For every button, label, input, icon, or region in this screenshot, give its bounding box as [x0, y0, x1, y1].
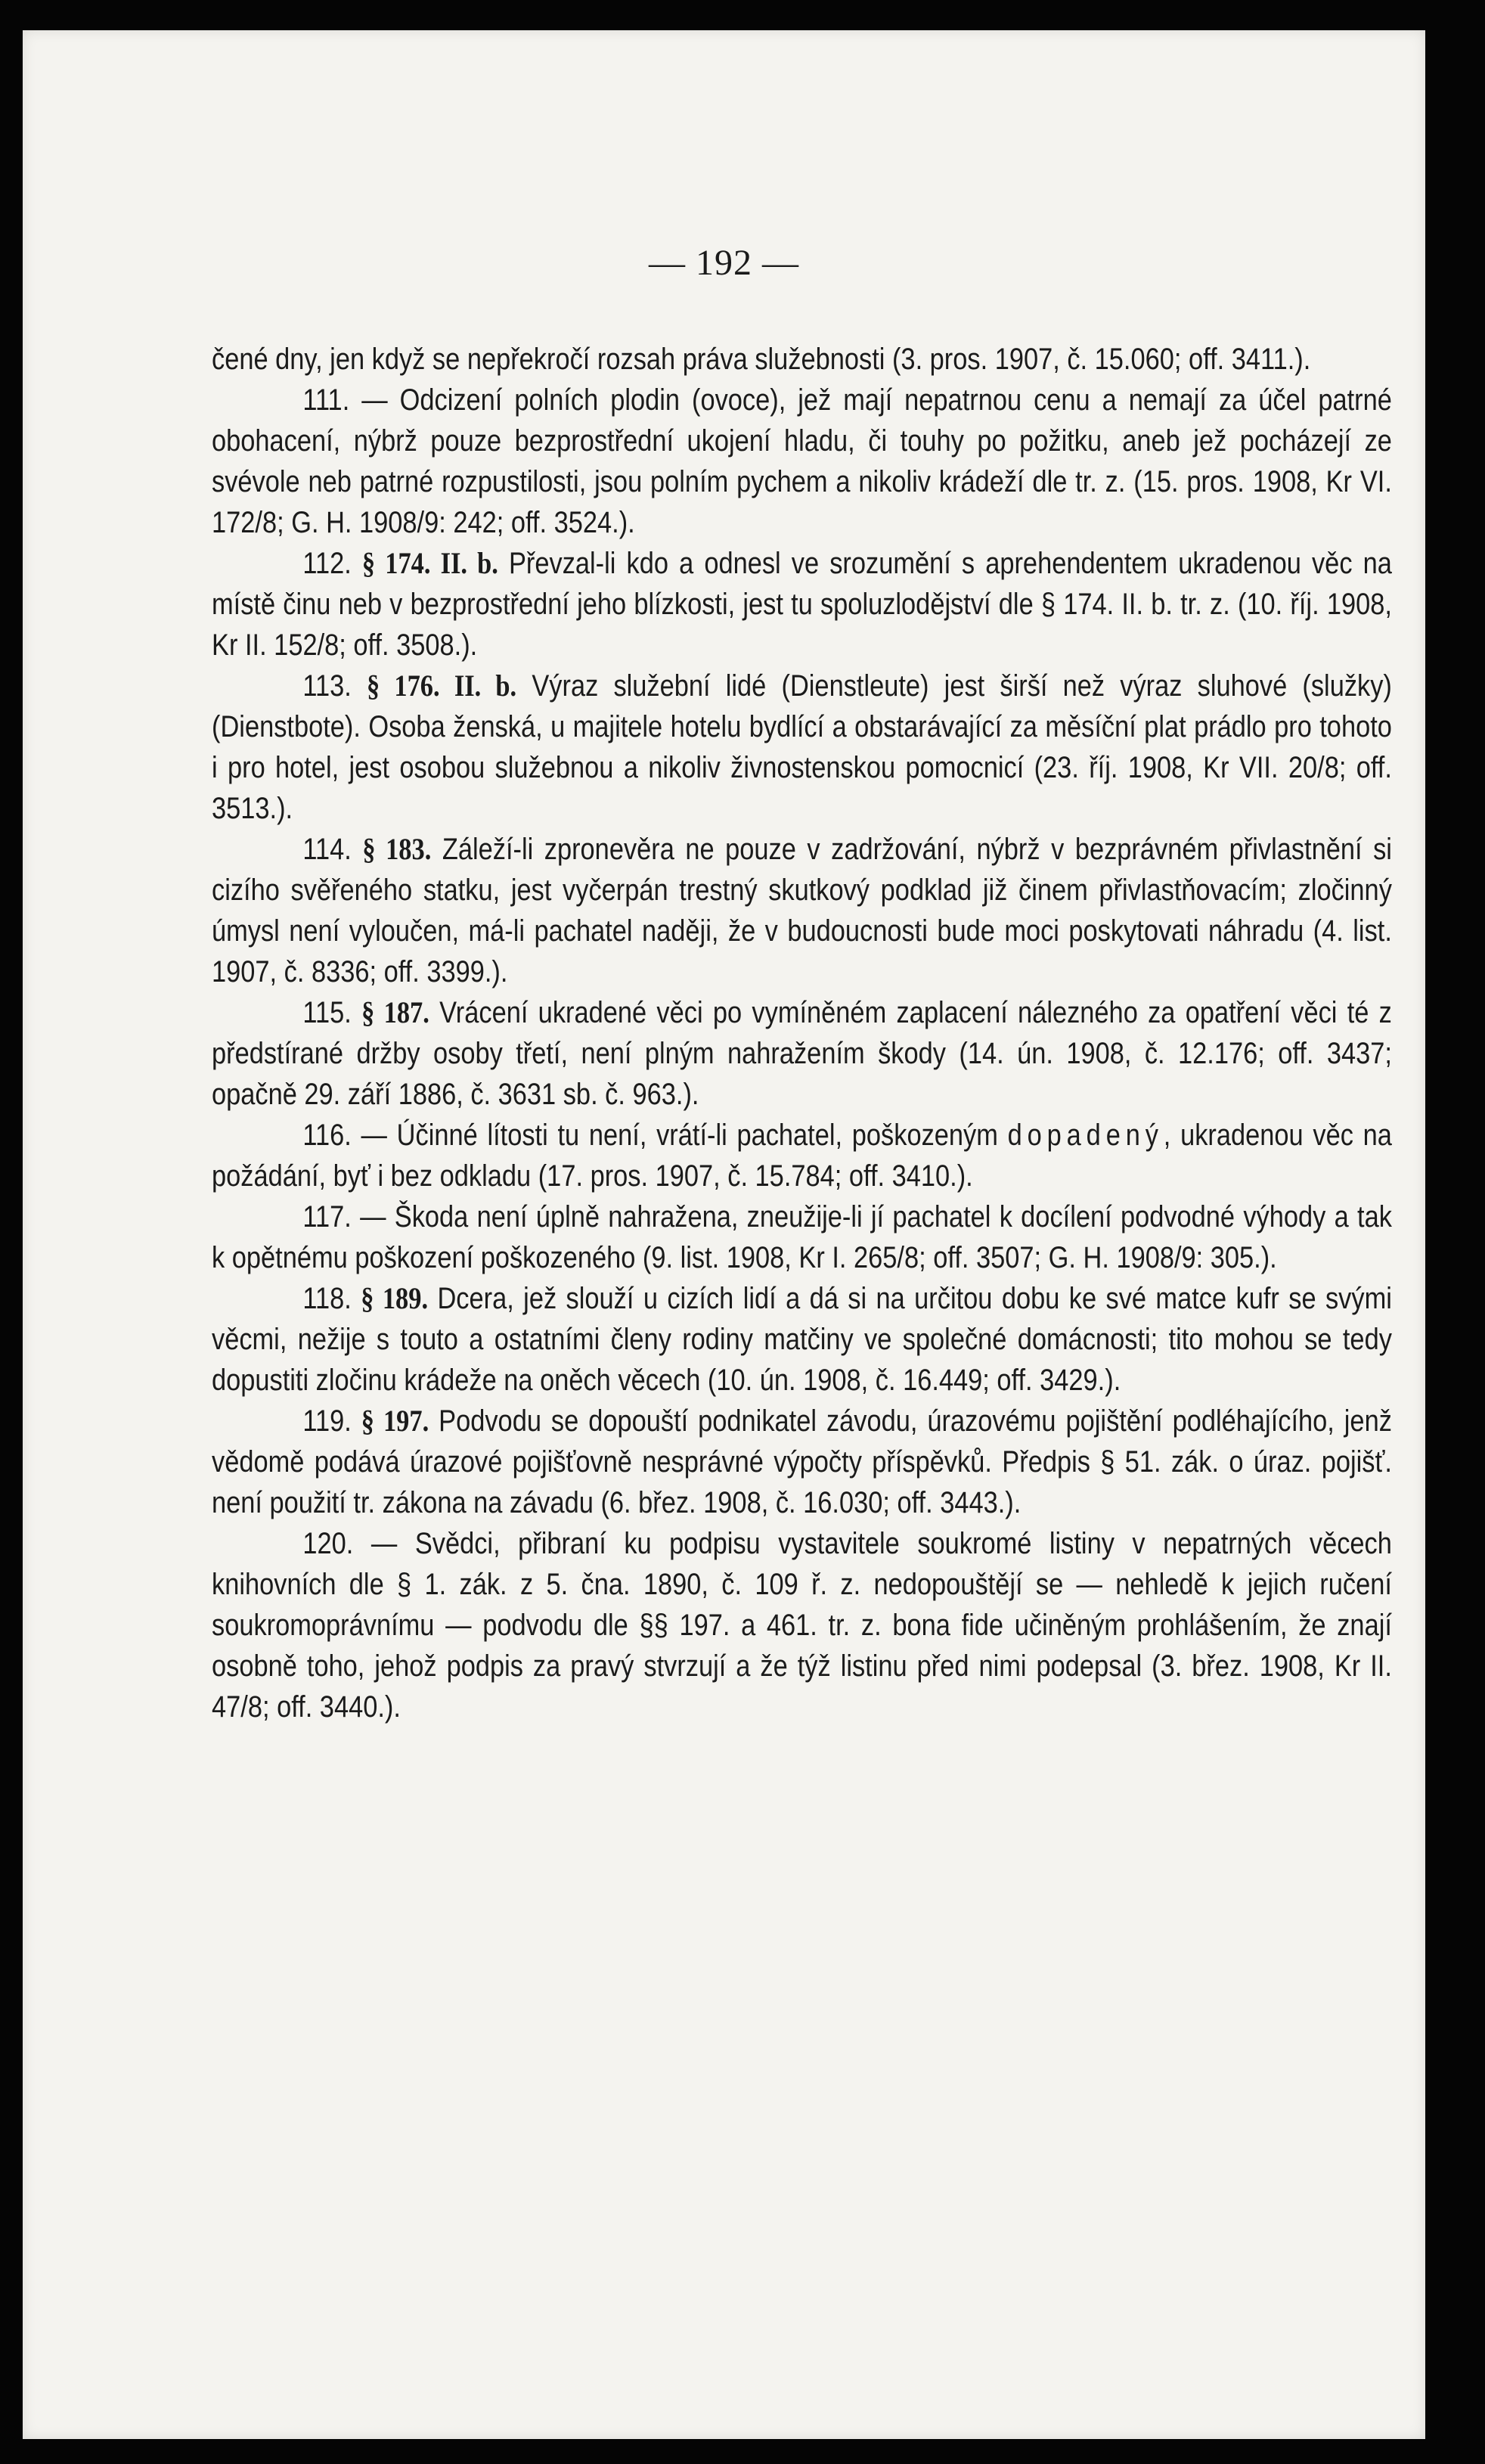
paragraph-number: 111.	[302, 383, 350, 417]
paragraph-120	[212, 1523, 1392, 1727]
paragraph-117	[212, 1196, 1392, 1278]
paragraph-111	[212, 380, 1392, 543]
paragraph-text: — Škoda není úplně nahražena, zneužije-li jí pachatel k docílení podvodné výhody a tak k opětnému poškození poškozeného (9. list. 1908, Kr I. 265/8; off. 3507; G. H. 1908/9: 305.).	[212, 1200, 1392, 1274]
paragraph-text: Podvodu se dopouští podnikatel závodu, úrazovému pojištění podléhajícího, jenž vědomě podává úrazové pojišťovně nesprávné výpočty příspěvků. Předpis § 51. zák. o úraz. pojišť. není použití tr. zákona na závadu (6. břez. 1908, č. 16.030; off. 3443.).	[212, 1404, 1392, 1519]
paragraph-119	[212, 1401, 1392, 1523]
section-reference: § 197.	[361, 1404, 429, 1438]
paragraph-number: 114.	[302, 833, 352, 866]
paragraph-number: 118.	[302, 1282, 352, 1315]
section-reference: § 174. II. b.	[361, 546, 498, 580]
paragraph-text: Dcera, jež slouží u cizích lidí a dá si na určitou dobu ke své matce kufr se svými věcmi, nežije s touto a ostatními členy rodiny matčiny ve společné domácnosti; tito mohou se tedy dopustiti zločinu krádeže na oněch věcech (10. ún. 1908, č. 16.449; off. 3429.).	[212, 1282, 1392, 1397]
paragraph-number: 115.	[302, 996, 352, 1029]
section-reference: § 187.	[361, 995, 429, 1029]
spaced-emphasis: dopadený	[1007, 1119, 1164, 1152]
paragraph-115	[212, 992, 1392, 1115]
paragraph-number: 119.	[302, 1404, 352, 1438]
paragraph-text: Výraz služební lidé (Dienstleute) jest širší než výraz sluhové (služky) (Dienstbote). Osoba ženská, u majitele hotelu bydlící a obstarávající za měsíční plat prádlo pro tohoto i pro hotel, jest osobou služebnou a nikoliv živnostenskou pomocnicí (23. říj. 1908, Kr VII. 20/8; off. 3513.).	[212, 669, 1392, 825]
paragraph-116	[212, 1115, 1392, 1196]
paragraph-text: čené dny, jen když se nepřekročí rozsah práva služebnosti (3. pros. 1907, č. 15.060; off. 3411.).	[212, 343, 1311, 376]
paragraph-112	[212, 543, 1392, 666]
paragraph-number: 120.	[302, 1527, 354, 1560]
paragraph-text: — Odcizení polních plodin (ovoce), jež mají nepatrnou cenu a nemají za účel patrné obohacení, nýbrž pouze bezprostřední ukojení hladu, či touhy po požitku, aneb jež pocházejí ze svévole neb patrné rozpustilosti, jsou polním pychem a nikoliv krádeží dle tr. z. (15. pros. 1908, Kr VI. 172/8; G. H. 1908/9: 242; off. 3524.).	[212, 383, 1392, 539]
paragraph-text: Převzal-li kdo a odnesl ve srozumění s aprehendentem ukradenou věc na místě činu neb v bezprostřední jeho blízkosti, jest tu spoluzlodějství dle § 174. II. b. tr. z. (10. říj. 1908, Kr II. 152/8; off. 3508.).	[212, 547, 1392, 662]
paragraph-text: Záleží-li zpronevěra ne pouze v zadržování, nýbrž v bezprávném přivlastnění si cizího svěřeného statku, jest vyčerpán trestný skutkový podklad již činem přivlastňovacím; zločinný úmysl není vyloučen, má-li pachatel naději, že v budoucnosti bude moci poskytovati náhradu (4. list. 1907, č. 8336; off. 3399.).	[212, 833, 1392, 988]
book-page	[23, 30, 1425, 2439]
paragraph-text: , ukradenou věc na požádání, byť i bez odkladu (17. pros. 1907, č. 15.784; off. 3410.).	[212, 1119, 1392, 1193]
paragraph-number: 113.	[302, 669, 352, 703]
paragraph-text: — Účinné lítosti tu není, vrátí-li pachatel, poškozeným	[361, 1119, 1008, 1152]
section-reference: § 183.	[362, 832, 432, 866]
page-number: — 192 —	[649, 243, 799, 283]
paragraph-number: 112.	[302, 547, 352, 580]
paragraph-114	[212, 829, 1392, 992]
page-body	[212, 339, 1392, 1727]
paragraph-number: 117.	[302, 1200, 352, 1234]
paragraph-113	[212, 666, 1392, 829]
paragraph-continuation	[212, 339, 1392, 380]
section-reference: § 176. II. b.	[366, 669, 517, 703]
paragraph-text: — Svědci, přibraní ku podpisu vystavitele soukromé listiny v nepatrných věcech knihovních dle § 1. zák. z 5. čna. 1890, č. 109 ř. z. nedopouštějí se — nehledě k jejich ručení soukromoprávnímu — podvodu dle §§ 197. a 461. tr. z. bona fide učiněným prohlášením, že znají osobně toho, jehož podpis za pravý stvrzují a že týž listinu před nimi podepsal (3. břez. 1908, Kr II. 47/8; off. 3440.).	[212, 1527, 1392, 1724]
paragraph-118	[212, 1278, 1392, 1401]
paragraph-number: 116.	[302, 1119, 352, 1152]
section-reference: § 189.	[361, 1281, 429, 1315]
paragraph-text: Vrácení ukradené věci po vymíněném zaplacení nálezného za opatření věci té z předstírané držby osoby třetí, není plným nahražením škody (14. ún. 1908, č. 12.176; off. 3437; opačně 29. září 1886, č. 3631 sb. č. 963.).	[212, 996, 1392, 1111]
